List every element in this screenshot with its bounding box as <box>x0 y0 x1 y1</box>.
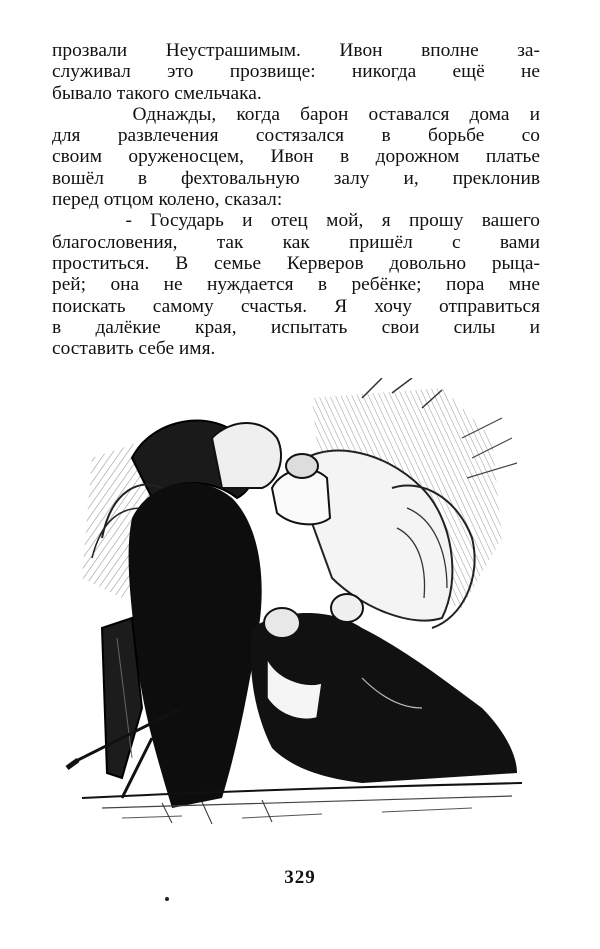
page-number: 329 <box>284 867 316 888</box>
text-line: бывало такого смельчака. <box>52 82 262 104</box>
text-line: Однажды, когда барон оставался дома и <box>52 103 540 125</box>
text-line: вошёл в фехтовальную залу и, преклонив <box>52 167 540 189</box>
engraving-illustration <box>62 378 532 833</box>
text-line: рей; она не нуждается в ребёнке; пора мне <box>52 274 540 296</box>
text-line: в далёкие края, испытать свои силы и <box>52 316 540 338</box>
ground <box>82 783 522 824</box>
stray-mark <box>165 897 169 901</box>
text-line: перед отцом колено, сказал: <box>52 189 283 211</box>
text-line: служивал это прозвище: никогда ещё не <box>52 61 540 83</box>
text-line: благословения, так как пришёл с вами <box>52 231 540 253</box>
kneeling-group <box>251 594 517 783</box>
text-line: прозвали Неустрашимым. Ивон вполне за- <box>52 40 540 61</box>
text-line: проститься. В семье Керверов довольно рыца- <box>52 252 540 274</box>
text-line: - Государь и отец мой, я прошу вашего <box>52 210 540 232</box>
text-line: составить себе имя. <box>52 338 216 360</box>
text-line: для развлечения состязался в борьбе со <box>52 125 540 147</box>
text-line: поискать самому счастья. Я хочу отправиться <box>52 295 540 317</box>
text-line: своим оруженосцем, Ивон в дорожном платье <box>52 146 540 168</box>
body-text <box>52 40 540 359</box>
